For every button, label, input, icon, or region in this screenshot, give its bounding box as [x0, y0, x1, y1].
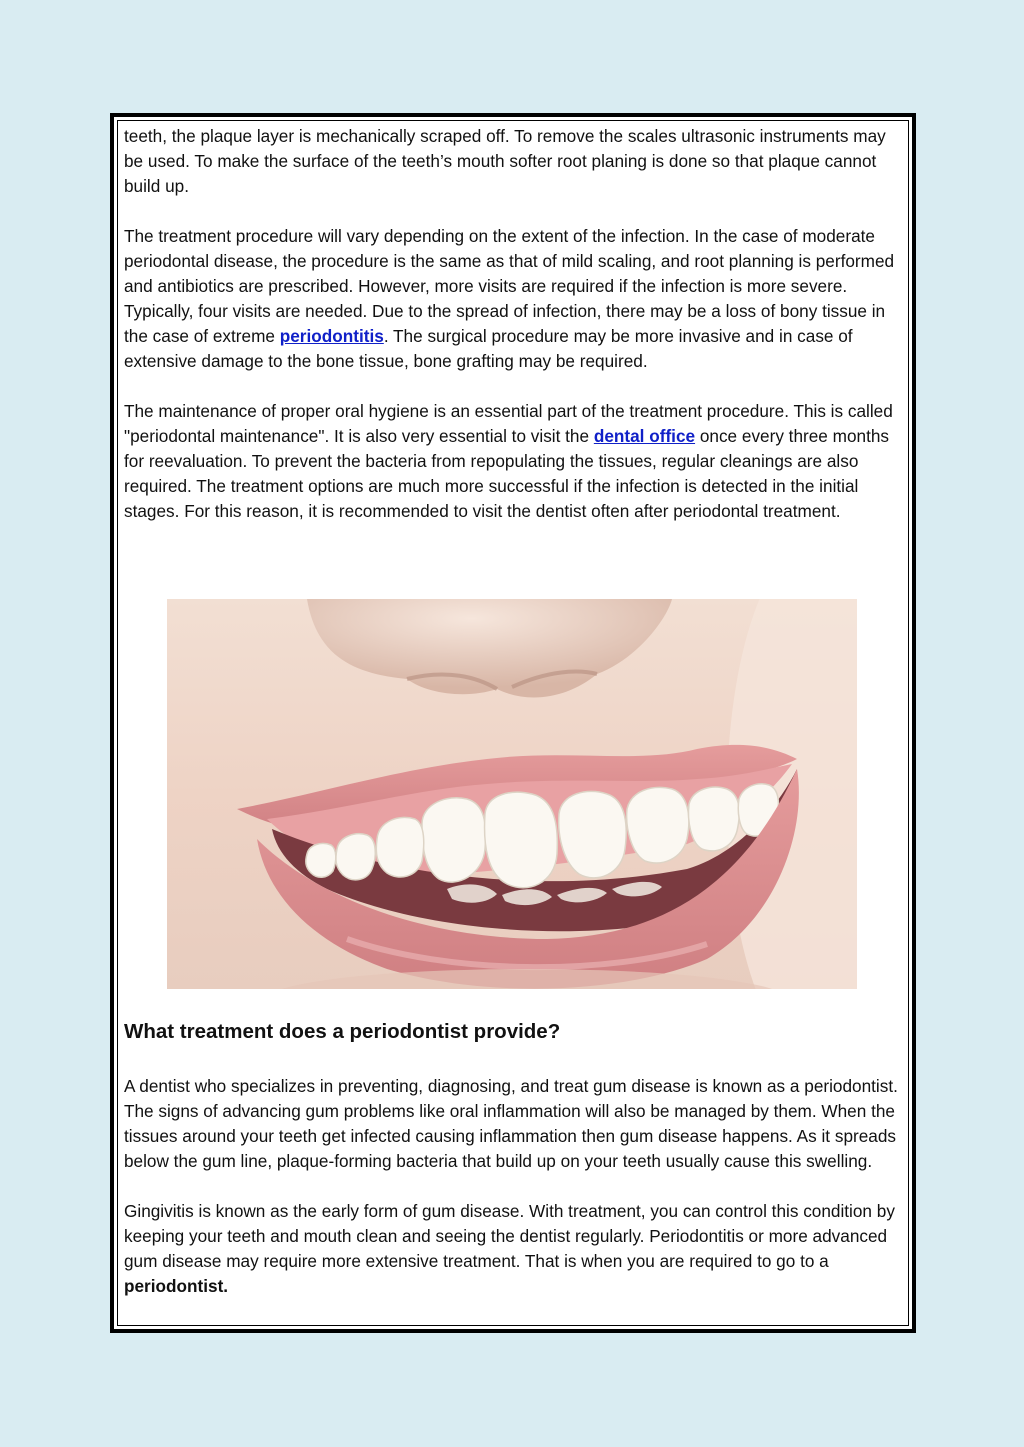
- section-heading: What treatment does a periodontist provide?: [124, 1020, 561, 1043]
- section-body: [124, 1074, 904, 1324]
- paragraph-treatment-procedure: The treatment procedure will vary depending on the extent of the infection. In the case of moderate periodontal disease, the procedure is the same as that of mild scaling, and root planning is performed and antibiotics are prescribed. However, more visits are required if the infection is more severe. Typically, four visits are needed. Due to the spread of infection, there may be a loss of bony tissue in the case of extreme periodontitis. The surgical procedure may be more invasive and in case of extensive damage to the bone tissue, bone grafting may be required.: [124, 226, 895, 371]
- dental-office-link[interactable]: dental office: [593, 426, 696, 446]
- periodontist-bold: periodontist.: [124, 1276, 229, 1296]
- article-body: [124, 124, 904, 549]
- periodontitis-link[interactable]: periodontitis: [279, 326, 384, 346]
- paragraph-root-planing: teeth, the plaque layer is mechanically scraped off. To remove the scales ultrasonic instruments may be used. To make the surface of the teeth’s mouth softer root planing is done so that plaque cannot build up.: [124, 126, 886, 196]
- paragraph-periodontist-definition: A dentist who specializes in preventing, diagnosing, and treat gum disease is known as a periodontist. The signs of advancing gum problems like oral inflammation will also be managed by them. When the tissues around your teeth get infected causing inflammation then gum disease happens. As it spreads below the gum line, plaque-forming bacteria that build up on your teeth usually cause this swelling.: [124, 1076, 898, 1171]
- document-page: [110, 113, 916, 1333]
- paragraph-maintenance: The maintenance of proper oral hygiene is an essential part of the treatment procedure. This is called "periodontal maintenance". It is also very essential to visit the dental office once every three months for reevaluation. To prevent the bacteria from repopulating the tissues, regular cleanings are also required. The treatment options are much more successful if the infection is detected in the initial stages. For this reason, it is recommended to visit the dentist often after periodontal treatment.: [124, 401, 893, 521]
- smile-illustration: [167, 599, 857, 989]
- smile-photo: [167, 599, 857, 989]
- paragraph-gingivitis: Gingivitis is known as the early form of gum disease. With treatment, you can control this condition by keeping your teeth and mouth clean and seeing the dentist regularly. Periodontitis or more advanced gum disease may require more extensive treatment. That is when you are required to go to a periodontist.: [124, 1201, 895, 1296]
